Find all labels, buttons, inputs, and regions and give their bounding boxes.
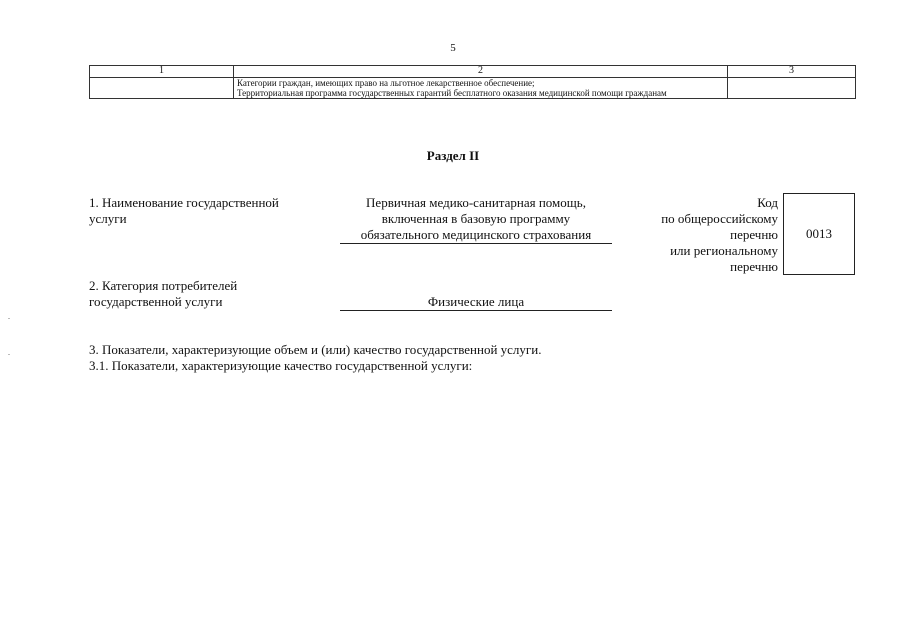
scan-speck — [8, 354, 10, 355]
code-label-line-2: по общероссийскому — [661, 211, 778, 226]
quality-heading: 3.1. Показатели, характеризующие качество государственной услуги: — [89, 358, 473, 373]
code-label-line-1: Код — [757, 195, 778, 210]
table-cell-2-line-2: Территориальная программа государственных гарантий бесплатного оказания медицинской помощи гражданам — [237, 88, 667, 98]
code-label-line-5: перечню — [730, 259, 778, 274]
consumer-category-value: Физические лица — [340, 294, 612, 311]
code-value-box — [783, 193, 855, 275]
service-name-label-line-2: услуги — [89, 211, 127, 226]
scan-speck — [8, 318, 10, 319]
continuation-table — [89, 65, 856, 99]
consumer-category-label-line-2: государственной услуги — [89, 294, 223, 309]
service-name-value-line-2: включенная в базовую программу — [381, 211, 571, 226]
table-cell-3 — [728, 78, 856, 99]
indicators-heading: 3. Показатели, характеризующие объем и (или) качество государственной услуги. — [89, 342, 542, 357]
consumer-category-label-line-1: 2. Категория потребителей — [89, 278, 238, 293]
code-label — [618, 195, 778, 275]
service-name-value — [340, 195, 612, 244]
page-number: 5 — [450, 42, 456, 54]
service-name-value-line-1: Первичная медико-санитарная помощь, — [366, 195, 586, 210]
code-label-line-4: или региональному — [670, 243, 778, 258]
table-row — [90, 78, 856, 99]
service-name-value-line-3: обязательного медицинского страхования — [360, 227, 592, 242]
table-header-cell-1: 1 — [90, 66, 234, 78]
consumer-category-label — [89, 278, 237, 310]
table-header-cell-2: 2 — [234, 66, 728, 78]
table-cell-2-line-1: Категории граждан, имеющих право на льготное лекарственное обеспечение; — [237, 78, 535, 88]
table-cell-2 — [234, 78, 728, 99]
table-header-cell-3: 3 — [728, 66, 856, 78]
table-cell-1 — [90, 78, 234, 99]
table-header-row — [90, 66, 856, 78]
service-name-label — [89, 195, 279, 227]
code-value: 0013 — [806, 226, 832, 241]
code-label-line-3: перечню — [730, 227, 778, 242]
section-heading: Раздел II — [426, 148, 480, 163]
service-name-label-line-1: 1. Наименование государственной — [89, 195, 279, 210]
